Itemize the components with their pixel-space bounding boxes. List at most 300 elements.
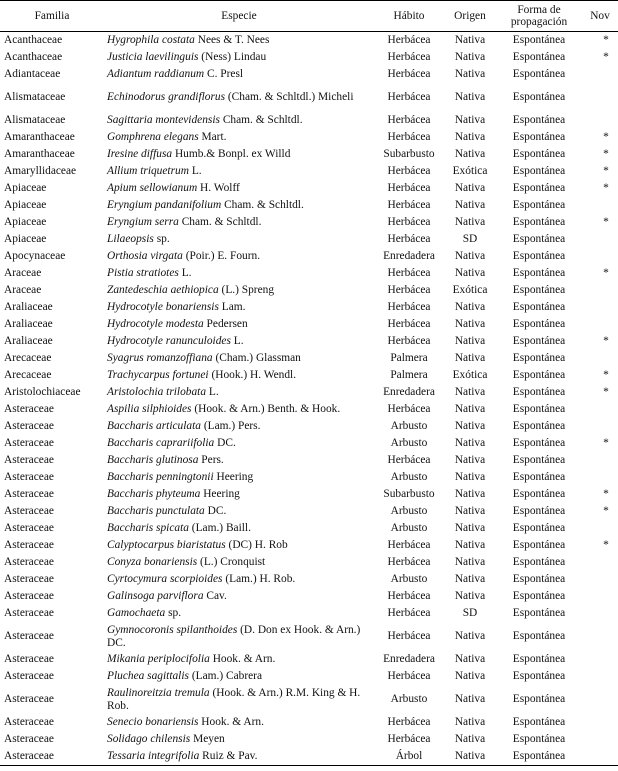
species-scientific-name: Justicia laevilinguis — [107, 51, 199, 64]
cell-familia: Asteraceae — [4, 471, 54, 484]
cell-habito: Palmera — [390, 352, 428, 365]
table-row — [0, 66, 618, 83]
cell-forma-propagacion: Espontánea — [512, 653, 566, 666]
cell-origen: Nativa — [454, 267, 486, 280]
table-row — [0, 112, 618, 129]
cell-forma-propagacion: Espontánea — [512, 114, 566, 127]
species-authority: (Lam.) Baill. — [191, 522, 251, 535]
cell-forma-propagacion: Espontánea — [512, 630, 566, 643]
cell-especie — [104, 265, 374, 282]
cell-habito: Herbácea — [387, 301, 431, 314]
cell-especie — [104, 214, 374, 231]
table-row — [0, 180, 618, 197]
species-scientific-name: Eryngium pandanifolium — [107, 199, 222, 212]
cell-especie — [104, 486, 374, 503]
cell-forma-propagacion: Espontánea — [512, 284, 566, 297]
cell-nov: * — [603, 335, 609, 348]
cell-habito: Enredadera — [383, 250, 435, 263]
cell-habito: Herbácea — [387, 539, 431, 552]
cell-familia: Asteraceae — [4, 607, 54, 620]
cell-familia: Asteraceae — [4, 556, 54, 569]
table-row — [0, 651, 618, 668]
cell-nov — [582, 668, 618, 685]
cell-nov: * — [603, 539, 609, 552]
species-authority: C. Presl — [207, 68, 244, 81]
species-authority: (Ness) Lindau — [201, 51, 267, 64]
species-scientific-name: Iresine diffusa — [107, 148, 173, 161]
species-scientific-name: Pistia stratiotes — [107, 267, 179, 280]
cell-nov — [582, 520, 618, 537]
species-scientific-name: Gamochaeta — [107, 607, 166, 620]
cell-familia: Asteraceae — [4, 590, 54, 603]
table-row — [0, 520, 618, 537]
species-scientific-name: Galinsoga parviflora — [107, 590, 204, 603]
cell-especie — [104, 418, 374, 435]
cell-origen: Nativa — [454, 420, 486, 433]
cell-habito: Herbácea — [387, 68, 431, 81]
cell-forma-propagacion: Espontánea — [512, 318, 566, 331]
table-row — [0, 714, 618, 731]
species-scientific-name: Solidago chilensis — [107, 733, 191, 746]
species-authority: (Lam.) Pers. — [203, 420, 261, 433]
cell-habito: Herbácea — [387, 131, 431, 144]
species-scientific-name: Baccharis penningtonii — [107, 471, 214, 484]
table-row — [0, 384, 618, 401]
cell-origen: Nativa — [454, 148, 486, 161]
cell-habito: Arbusto — [390, 420, 428, 433]
cell-origen: SD — [462, 607, 478, 620]
species-authority: Lam. — [221, 301, 246, 314]
cell-origen: Nativa — [454, 733, 486, 746]
cell-origen: Nativa — [454, 114, 486, 127]
species-authority: L. — [181, 267, 192, 280]
cell-nov: * — [603, 505, 609, 518]
species-authority: (Lam.) H. Rob. — [225, 573, 296, 586]
cell-especie — [104, 384, 374, 401]
header-forma-propagacion: Forma de propagación — [496, 1, 582, 32]
cell-forma-propagacion: Espontánea — [512, 488, 566, 501]
cell-forma-propagacion: Espontánea — [512, 165, 566, 178]
species-scientific-name: Cyrtocymura scorpioides — [107, 573, 223, 586]
species-authority: Heering — [216, 471, 254, 484]
cell-nov — [582, 418, 618, 435]
species-scientific-name: Apium sellowianum — [107, 182, 198, 195]
cell-origen: Nativa — [454, 556, 486, 569]
cell-especie — [104, 731, 374, 748]
table-row — [0, 486, 618, 503]
table-row — [0, 435, 618, 452]
cell-habito: Herbácea — [387, 454, 431, 467]
species-scientific-name: Baccharis caprariifolia — [107, 437, 215, 450]
cell-habito: Herbácea — [387, 284, 431, 297]
species-authority: (Cham.) Glassman — [215, 352, 301, 365]
cell-familia: Asteraceae — [4, 420, 54, 433]
cell-especie — [104, 554, 374, 571]
cell-forma-propagacion: Espontánea — [512, 505, 566, 518]
cell-origen: Nativa — [454, 352, 486, 365]
cell-origen: SD — [462, 233, 478, 246]
table-row — [0, 401, 618, 418]
cell-especie — [104, 622, 374, 651]
cell-familia: Asteraceae — [4, 630, 54, 643]
table-row — [0, 282, 618, 299]
species-scientific-name: Lilaeopsis — [107, 233, 154, 246]
cell-especie — [104, 231, 374, 248]
species-authority: (L.) Cronquist — [200, 556, 266, 569]
species-authority: Mart. — [201, 131, 227, 144]
cell-habito: Herbácea — [387, 182, 431, 195]
table-row — [0, 231, 618, 248]
species-authority: H. Wolff — [200, 182, 240, 195]
cell-especie — [104, 129, 374, 146]
species-authority: DC. — [207, 505, 227, 518]
cell-familia: Araliaceae — [4, 335, 53, 348]
species-scientific-name: Aspilia silphioides — [107, 403, 192, 416]
cell-habito: Herbácea — [387, 335, 431, 348]
cell-habito: Herbácea — [387, 199, 431, 212]
header-especie: Especie — [104, 1, 374, 32]
cell-especie — [104, 66, 374, 83]
cell-especie — [104, 180, 374, 197]
species-authority: (Hook.) H. Wendl. — [211, 369, 297, 382]
cell-nov — [582, 731, 618, 748]
cell-origen: Nativa — [454, 386, 486, 399]
cell-origen: Nativa — [454, 471, 486, 484]
table-row — [0, 49, 618, 66]
species-authority: Cav. — [206, 590, 227, 603]
header-habito: Hábito — [374, 1, 444, 32]
cell-habito: Enredadera — [383, 386, 435, 399]
species-scientific-name: Orthosia virgata — [107, 250, 183, 263]
cell-forma-propagacion: Espontánea — [512, 437, 566, 450]
species-scientific-name: Senecio bonariensis — [107, 716, 199, 729]
species-authority: Cham. & Schltdl. — [224, 199, 304, 212]
table-row — [0, 299, 618, 316]
cell-nov: * — [603, 437, 609, 450]
cell-origen: Nativa — [444, 748, 496, 766]
cell-especie — [104, 146, 374, 163]
cell-familia: Araceae — [4, 284, 42, 297]
cell-familia: Asteraceae — [4, 437, 54, 450]
cell-especie — [104, 49, 374, 66]
cell-especie — [104, 333, 374, 350]
cell-nov: * — [603, 216, 609, 229]
cell-forma-propagacion: Espontánea — [512, 420, 566, 433]
cell-forma-propagacion: Espontánea — [496, 748, 582, 766]
cell-habito: Herbácea — [387, 91, 431, 104]
cell-origen: Nativa — [454, 335, 486, 348]
table-row — [0, 588, 618, 605]
cell-nov — [582, 282, 618, 299]
cell-origen: Nativa — [454, 590, 486, 603]
species-authority: sp. — [168, 607, 182, 620]
cell-forma-propagacion: Espontánea — [512, 522, 566, 535]
cell-habito: Arbusto — [390, 693, 428, 706]
cell-nov — [582, 622, 618, 651]
table-row — [0, 146, 618, 163]
cell-familia: Asteraceae — [4, 573, 54, 586]
species-scientific-name: Baccharis spicata — [107, 522, 189, 535]
cell-familia: Arecaceae — [4, 369, 52, 382]
table-row — [0, 83, 618, 112]
species-scientific-name: Gymnocoronis spilanthoides — [107, 624, 238, 637]
cell-origen: Nativa — [454, 522, 486, 535]
cell-origen: Nativa — [454, 51, 486, 64]
cell-especie — [104, 520, 374, 537]
cell-familia: Araceae — [4, 267, 42, 280]
species-authority: Ruiz & Pav. — [202, 750, 258, 763]
cell-forma-propagacion: Espontánea — [512, 34, 566, 47]
cell-habito: Herbácea — [387, 114, 431, 127]
cell-especie — [104, 685, 374, 714]
table-row — [0, 537, 618, 554]
cell-especie — [104, 299, 374, 316]
cell-familia: Apiaceae — [4, 216, 47, 229]
cell-nov: * — [603, 131, 609, 144]
cell-nov — [582, 685, 618, 714]
cell-habito: Palmera — [390, 369, 428, 382]
cell-nov — [582, 66, 618, 83]
table-row — [0, 333, 618, 350]
cell-forma-propagacion: Espontánea — [512, 403, 566, 416]
cell-forma-propagacion: Espontánea — [512, 51, 566, 64]
cell-especie — [104, 367, 374, 384]
species-authority: sp. — [156, 233, 170, 246]
cell-nov: * — [603, 386, 609, 399]
species-scientific-name: Tessaria integrifolia — [107, 750, 200, 763]
species-authority: Meyen — [193, 733, 225, 746]
cell-especie — [104, 571, 374, 588]
species-authority: Cham. & Schltdl. — [181, 216, 262, 229]
cell-nov — [582, 469, 618, 486]
cell-origen: Nativa — [454, 488, 486, 501]
table-row — [0, 622, 618, 651]
cell-nov — [582, 748, 618, 766]
cell-habito: Arbusto — [390, 573, 428, 586]
cell-origen: Nativa — [454, 301, 486, 314]
cell-forma-propagacion: Espontánea — [512, 556, 566, 569]
cell-habito: Herbácea — [387, 590, 431, 603]
cell-especie — [104, 651, 374, 668]
table-row — [0, 32, 618, 50]
cell-nov — [582, 248, 618, 265]
cell-familia: Acanthaceae — [4, 34, 63, 47]
cell-especie — [104, 248, 374, 265]
species-scientific-name: Pluchea sagittalis — [107, 670, 189, 683]
species-authority: L. — [208, 386, 219, 399]
species-scientific-name: Hydrocotyle bonariensis — [107, 301, 219, 314]
table-row — [0, 731, 618, 748]
species-scientific-name: Mikania periplocifolia — [107, 653, 210, 666]
cell-habito: Subarbusto — [383, 148, 435, 161]
cell-nov: * — [603, 148, 609, 161]
cell-origen: Nativa — [454, 216, 486, 229]
cell-forma-propagacion: Espontánea — [512, 454, 566, 467]
cell-forma-propagacion: Espontánea — [512, 386, 566, 399]
cell-nov — [582, 714, 618, 731]
cell-forma-propagacion: Espontánea — [512, 148, 566, 161]
table-row — [0, 350, 618, 367]
cell-familia: Acanthaceae — [4, 51, 63, 64]
cell-habito: Herbácea — [387, 733, 431, 746]
header-nov: Nov — [582, 1, 618, 32]
table-row — [0, 503, 618, 520]
cell-especie — [104, 197, 374, 214]
cell-especie — [104, 112, 374, 129]
cell-familia: Apiaceae — [4, 233, 47, 246]
cell-especie — [104, 469, 374, 486]
cell-nov — [582, 299, 618, 316]
cell-especie — [104, 588, 374, 605]
cell-familia: Apocynaceae — [4, 250, 66, 263]
species-scientific-name: Hygrophila costata — [107, 34, 195, 47]
cell-nov — [582, 316, 618, 333]
cell-nov: * — [603, 165, 609, 178]
cell-familia: Asteraceae — [4, 403, 54, 416]
species-authority: (L.) Spreng — [221, 284, 275, 297]
species-scientific-name: Raulinoreitzia tremula — [107, 687, 210, 700]
species-authority: Cham. & Schltdl. — [222, 114, 303, 127]
species-authority: Nees & T. Nees — [197, 34, 270, 47]
cell-familia: Asteraceae — [4, 454, 54, 467]
cell-forma-propagacion: Espontánea — [512, 693, 566, 706]
cell-habito: Herbácea — [387, 267, 431, 280]
cell-especie — [104, 605, 374, 622]
cell-forma-propagacion: Espontánea — [512, 539, 566, 552]
cell-nov: * — [603, 488, 609, 501]
cell-familia: Arecaceae — [4, 352, 52, 365]
cell-nov — [582, 571, 618, 588]
cell-origen: Nativa — [454, 403, 486, 416]
cell-origen: Nativa — [454, 670, 486, 683]
cell-especie — [104, 452, 374, 469]
table-row — [0, 452, 618, 469]
cell-habito: Herbácea — [387, 716, 431, 729]
cell-familia: Araliaceae — [4, 318, 53, 331]
cell-habito: Arbusto — [390, 505, 428, 518]
cell-nov: * — [603, 182, 609, 195]
table-body — [0, 32, 618, 766]
cell-origen: Nativa — [454, 68, 486, 81]
species-scientific-name: Aristolochia trilobata — [107, 386, 207, 399]
cell-forma-propagacion: Espontánea — [512, 733, 566, 746]
cell-familia: Aristolochiaceae — [4, 386, 81, 399]
cell-especie — [104, 537, 374, 554]
cell-origen: Nativa — [454, 182, 486, 195]
cell-habito: Arbusto — [390, 437, 428, 450]
cell-habito: Herbácea — [387, 165, 431, 178]
species-scientific-name: Allium triquetrum — [107, 165, 189, 178]
cell-origen: Exótica — [452, 369, 488, 382]
cell-especie — [104, 668, 374, 685]
species-scientific-name: Adiantum raddianum — [107, 68, 205, 81]
cell-forma-propagacion: Espontánea — [512, 199, 566, 212]
cell-familia: Amaranthaceae — [4, 148, 75, 161]
cell-familia: Apiaceae — [4, 182, 47, 195]
species-scientific-name: Hydrocotyle modesta — [107, 318, 204, 331]
cell-forma-propagacion: Espontánea — [512, 68, 566, 81]
cell-familia: Asteraceae — [4, 670, 54, 683]
table-row — [0, 163, 618, 180]
cell-forma-propagacion: Espontánea — [512, 369, 566, 382]
cell-forma-propagacion: Espontánea — [512, 131, 566, 144]
species-authority: (DC) H. Rob — [228, 539, 288, 552]
cell-forma-propagacion: Espontánea — [512, 590, 566, 603]
species-authority: L. — [233, 335, 244, 348]
table-row — [0, 748, 618, 766]
cell-habito: Herbácea — [387, 556, 431, 569]
cell-familia: Asteraceae — [4, 733, 54, 746]
cell-familia: Asteraceae — [4, 653, 54, 666]
cell-habito: Herbácea — [387, 51, 431, 64]
cell-habito: Herbácea — [387, 670, 431, 683]
cell-familia: Asteraceae — [4, 488, 54, 501]
species-authority: (Cham. & Schltdl.) Micheli — [227, 91, 354, 104]
cell-forma-propagacion: Espontánea — [512, 670, 566, 683]
species-authority: Humb.& Bonpl. ex Willd — [174, 148, 291, 161]
cell-forma-propagacion: Espontánea — [512, 335, 566, 348]
species-scientific-name: Trachycarpus fortunei — [107, 369, 209, 382]
cell-nov — [582, 112, 618, 129]
species-authority: Pedersen — [206, 318, 248, 331]
cell-origen: Nativa — [454, 131, 486, 144]
cell-especie — [104, 282, 374, 299]
species-scientific-name: Calyptocarpus biaristatus — [107, 539, 226, 552]
cell-forma-propagacion: Espontánea — [512, 233, 566, 246]
cell-nov — [582, 554, 618, 571]
cell-especie — [104, 350, 374, 367]
table-row — [0, 214, 618, 231]
cell-familia: Apiaceae — [4, 199, 47, 212]
species-scientific-name: Syagrus romanzoffiana — [107, 352, 213, 365]
cell-habito: Herbácea — [387, 630, 431, 643]
cell-origen: Nativa — [454, 250, 486, 263]
species-authority: (Hook. & Arn.) R.M. King & H. Rob. — [107, 687, 361, 712]
header-row — [0, 1, 618, 32]
cell-origen: Nativa — [454, 573, 486, 586]
cell-habito: Subarbusto — [383, 488, 435, 501]
cell-habito: Enredadera — [383, 653, 435, 666]
species-authority: Hook. & Arn. — [212, 653, 276, 666]
species-scientific-name: Sagittaria montevidensis — [107, 114, 220, 127]
species-scientific-name: Gomphrena elegans — [107, 131, 199, 144]
cell-forma-propagacion: Espontánea — [512, 607, 566, 620]
species-scientific-name: Zantedeschia aethiopica — [107, 284, 219, 297]
species-authority: (Poir.) E. Fourn. — [185, 250, 261, 263]
cell-familia: Asteraceae — [4, 539, 54, 552]
species-scientific-name: Conyza bonariensis — [107, 556, 198, 569]
cell-especie — [104, 83, 374, 112]
species-scientific-name: Baccharis glutinosa — [107, 454, 199, 467]
cell-especie — [104, 316, 374, 333]
table-row — [0, 571, 618, 588]
table-row — [0, 554, 618, 571]
cell-nov — [582, 452, 618, 469]
table-row — [0, 668, 618, 685]
species-authority: (D. Don ex Hook. & Arn.) DC. — [107, 624, 361, 649]
cell-especie — [104, 32, 374, 50]
cell-habito: Arbusto — [390, 471, 428, 484]
table-row — [0, 129, 618, 146]
cell-especie — [104, 401, 374, 418]
species-scientific-name: Baccharis articulata — [107, 420, 201, 433]
cell-forma-propagacion: Espontánea — [512, 301, 566, 314]
cell-forma-propagacion: Espontánea — [512, 91, 566, 104]
cell-nov — [582, 605, 618, 622]
cell-nov — [582, 350, 618, 367]
species-scientific-name: Hydrocotyle ranunculoides — [107, 335, 231, 348]
cell-forma-propagacion: Espontánea — [512, 573, 566, 586]
